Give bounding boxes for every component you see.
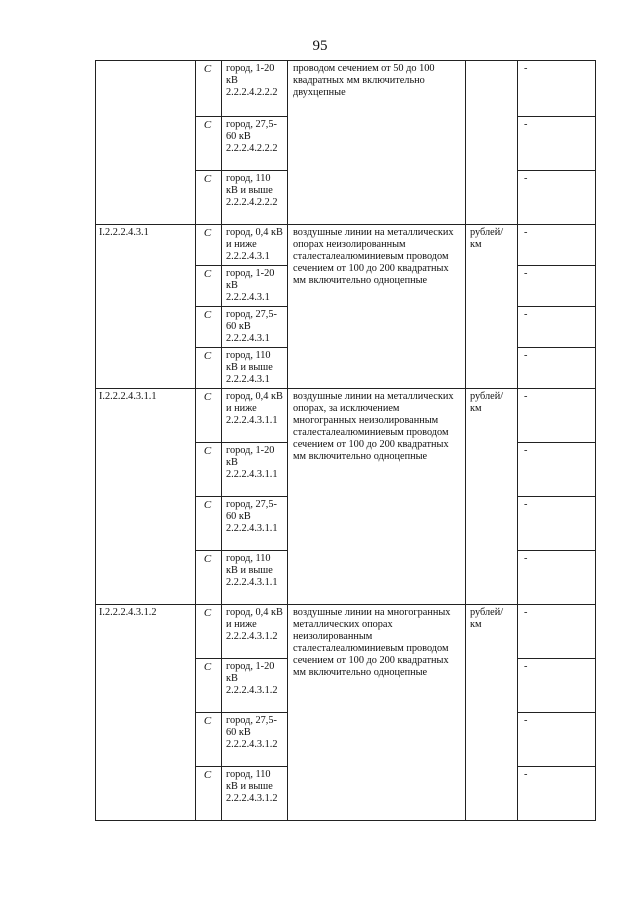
category-cell: C	[196, 659, 222, 713]
unit-cell	[466, 61, 518, 225]
voltage-zone-cell: город, 0,4 кВ и ниже 2.2.2.4.3.1.2	[222, 605, 288, 659]
unit-cell: рублей/км	[466, 389, 518, 605]
row-code-cell: I.2.2.2.4.3.1.2	[96, 605, 196, 821]
value-cell: -	[518, 61, 596, 117]
row-code-cell: I.2.2.2.4.3.1	[96, 225, 196, 389]
value-cell: -	[518, 605, 596, 659]
value-cell: -	[518, 443, 596, 497]
voltage-zone-cell: город, 27,5-60 кВ 2.2.2.4.3.1.1	[222, 497, 288, 551]
voltage-zone-cell: город, 110 кВ и выше 2.2.2.4.2.2.2	[222, 171, 288, 225]
value-cell: -	[518, 348, 596, 389]
category-cell: C	[196, 605, 222, 659]
table-row	[96, 389, 596, 443]
voltage-zone-cell: город, 110 кВ и выше 2.2.2.4.3.1	[222, 348, 288, 389]
description-cell: воздушные линии на многогранных металлических опорах неизолированным сталесталеалюминиевым проводом сечением от 100 до 200 квадратных мм включительно одноцепные	[288, 605, 466, 821]
value-cell: -	[518, 171, 596, 225]
category-cell: C	[196, 767, 222, 821]
voltage-zone-cell: город, 0,4 кВ и ниже 2.2.2.4.3.1	[222, 225, 288, 266]
voltage-zone-cell: город, 110 кВ и выше 2.2.2.4.3.1.2	[222, 767, 288, 821]
table-row	[96, 225, 596, 266]
category-cell: C	[196, 713, 222, 767]
description-cell: воздушные линии на металлических опорах, за исключением многогранных неизолированным сталесталеалюминиевым проводом сечением от 100 до 200 квадратных мм включительно одноцепные	[288, 389, 466, 605]
value-cell: -	[518, 713, 596, 767]
category-cell: C	[196, 443, 222, 497]
value-cell: -	[518, 497, 596, 551]
table-row	[96, 605, 596, 659]
value-cell: -	[518, 225, 596, 266]
description-cell: воздушные линии на металлических опорах неизолированным сталесталеалюминиевым проводом сечением от 100 до 200 квадратных мм включительно одноцепные	[288, 225, 466, 389]
page-number: 95	[312, 38, 328, 54]
category-cell: C	[196, 551, 222, 605]
voltage-zone-cell: город, 27,5-60 кВ 2.2.2.4.3.1.2	[222, 713, 288, 767]
category-cell: C	[196, 307, 222, 348]
voltage-zone-cell: город, 0,4 кВ и ниже 2.2.2.4.3.1.1	[222, 389, 288, 443]
voltage-zone-cell: город, 1-20 кВ 2.2.2.4.3.1.1	[222, 443, 288, 497]
table-row	[96, 61, 596, 117]
category-cell: C	[196, 117, 222, 171]
voltage-zone-cell: город, 1-20 кВ 2.2.2.4.3.1	[222, 266, 288, 307]
description-cell: проводом сечением от 50 до 100 квадратных мм включительно двухцепные	[288, 61, 466, 225]
voltage-zone-cell: город, 27,5-60 кВ 2.2.2.4.2.2.2	[222, 117, 288, 171]
voltage-zone-cell: город, 110 кВ и выше 2.2.2.4.3.1.1	[222, 551, 288, 605]
category-cell: C	[196, 225, 222, 266]
value-cell: -	[518, 117, 596, 171]
unit-cell: рублей/км	[466, 225, 518, 389]
value-cell: -	[518, 767, 596, 821]
category-cell: C	[196, 348, 222, 389]
row-code-cell	[96, 61, 196, 225]
voltage-zone-cell: город, 1-20 кВ 2.2.2.4.3.1.2	[222, 659, 288, 713]
value-cell: -	[518, 551, 596, 605]
row-code-cell: I.2.2.2.4.3.1.1	[96, 389, 196, 605]
value-cell: -	[518, 389, 596, 443]
category-cell: C	[196, 266, 222, 307]
category-cell: C	[196, 61, 222, 117]
value-cell: -	[518, 307, 596, 348]
value-cell: -	[518, 266, 596, 307]
category-cell: C	[196, 497, 222, 551]
voltage-zone-cell: город, 27,5-60 кВ 2.2.2.4.3.1	[222, 307, 288, 348]
category-cell: C	[196, 171, 222, 225]
voltage-zone-cell: город, 1-20 кВ 2.2.2.4.2.2.2	[222, 61, 288, 117]
unit-cell: рублей/км	[466, 605, 518, 821]
category-cell: C	[196, 389, 222, 443]
tariff-table	[95, 60, 596, 821]
value-cell: -	[518, 659, 596, 713]
